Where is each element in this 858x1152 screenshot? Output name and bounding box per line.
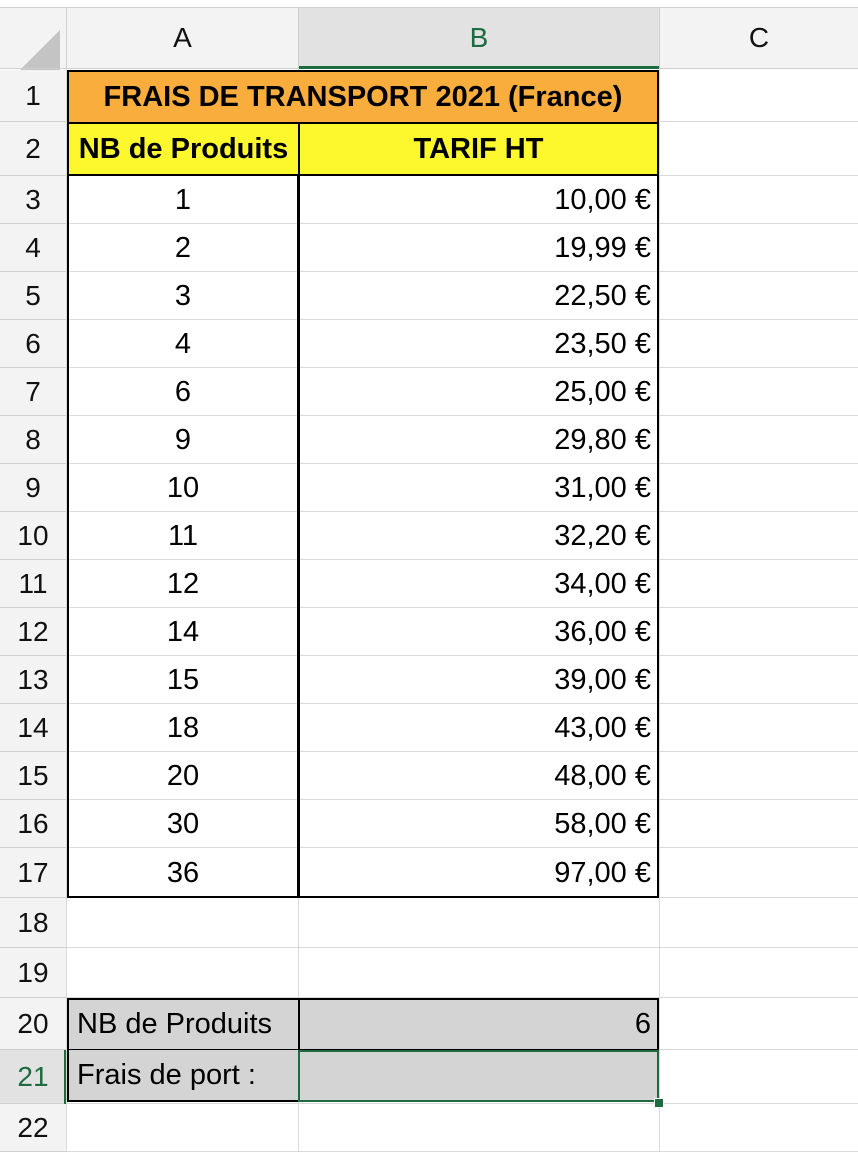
input-label-cell[interactable]: NB de Produits [67,998,300,1050]
row-header-21[interactable]: 21 [0,1050,66,1104]
row-header-18[interactable]: 18 [0,898,66,948]
row-header-2[interactable]: 2 [0,122,66,176]
table-cell-tarif[interactable]: 22,50 € [554,279,651,312]
table-cell-tarif[interactable]: 48,00 € [554,759,651,792]
result-value-cell[interactable] [298,1050,659,1102]
table-cell-tarif[interactable]: 29,80 € [554,423,651,456]
row-header-5[interactable]: 5 [0,272,66,320]
table-cell-tarif[interactable]: 58,00 € [554,807,651,840]
table-cell-nb[interactable]: 11 [167,519,199,552]
column-divider [66,8,67,68]
row-header-10[interactable]: 10 [0,512,66,560]
table-cell-nb[interactable]: 6 [174,375,192,408]
table-cell-nb[interactable]: 1 [174,183,192,216]
table-cell-nb[interactable]: 20 [166,759,200,792]
gridline-horizontal [66,1103,858,1104]
input-value-cell[interactable]: 6 [298,998,659,1050]
column-header-c[interactable]: C [660,8,858,68]
table-cell-nb[interactable]: 3 [174,279,192,312]
table-cell-tarif[interactable]: 97,00 € [554,856,651,889]
table-cell-tarif[interactable]: 23,50 € [554,327,651,360]
gridline-vertical [659,69,660,1152]
row-header-20[interactable]: 20 [0,998,66,1050]
table-cell-nb[interactable]: 4 [174,327,192,360]
table-cell-nb[interactable]: 18 [166,711,200,744]
table-cell-nb[interactable]: 14 [166,615,200,648]
row-header-13[interactable]: 13 [0,656,66,704]
header-tarif-ht[interactable]: TARIF HT [298,122,659,176]
column-header-a[interactable]: A [67,8,298,68]
row-header-14[interactable]: 14 [0,704,66,752]
table-cell-tarif[interactable]: 31,00 € [554,471,651,504]
row-header-11[interactable]: 11 [0,560,66,608]
table-cell-tarif[interactable]: 39,00 € [554,663,651,696]
row-header-17[interactable]: 17 [0,848,66,898]
row-header-15[interactable]: 15 [0,752,66,800]
header-nb-produits[interactable]: NB de Produits [67,122,300,176]
table-cell-tarif[interactable]: 36,00 € [554,615,651,648]
table-cell-nb[interactable]: 12 [166,567,200,600]
table-cell-tarif[interactable]: 19,99 € [554,231,651,264]
table-cell-tarif[interactable]: 43,00 € [554,711,651,744]
table-cell-tarif[interactable]: 32,20 € [554,519,651,552]
column-divider [659,8,660,68]
table-cell-nb[interactable]: 2 [174,231,192,264]
table-cell-tarif[interactable]: 34,00 € [554,567,651,600]
row-header-7[interactable]: 7 [0,368,66,416]
row-header-3[interactable]: 3 [0,176,66,224]
row-header-22[interactable]: 22 [0,1104,66,1152]
select-all-button[interactable] [0,8,66,68]
row-header-12[interactable]: 12 [0,608,66,656]
row-header-16[interactable]: 16 [0,800,66,848]
selected-column-indicator [299,66,659,69]
row-header-6[interactable]: 6 [0,320,66,368]
row-header-19[interactable]: 19 [0,948,66,998]
title-cell[interactable]: FRAIS DE TRANSPORT 2021 (France) [67,70,659,124]
column-divider [298,8,299,68]
table-cell-tarif[interactable]: 25,00 € [554,375,651,408]
row-header-1[interactable]: 1 [0,70,66,122]
table-cell-tarif[interactable]: 10,00 € [554,183,651,216]
fill-handle[interactable] [654,1098,664,1108]
table-cell-nb[interactable]: 15 [166,663,200,696]
table-cell-nb[interactable]: 9 [174,423,192,456]
row-header-4[interactable]: 4 [0,224,66,272]
table-cell-nb[interactable]: 10 [166,471,200,504]
row-header-8[interactable]: 8 [0,416,66,464]
row-header-9[interactable]: 9 [0,464,66,512]
column-header-b[interactable]: B [299,8,659,68]
select-all-triangle-icon [20,30,60,70]
table-cell-nb[interactable]: 36 [166,856,200,889]
result-label-cell[interactable]: Frais de port : [67,1050,300,1102]
table-cell-nb[interactable]: 30 [166,807,200,840]
gridline-horizontal [66,947,858,948]
